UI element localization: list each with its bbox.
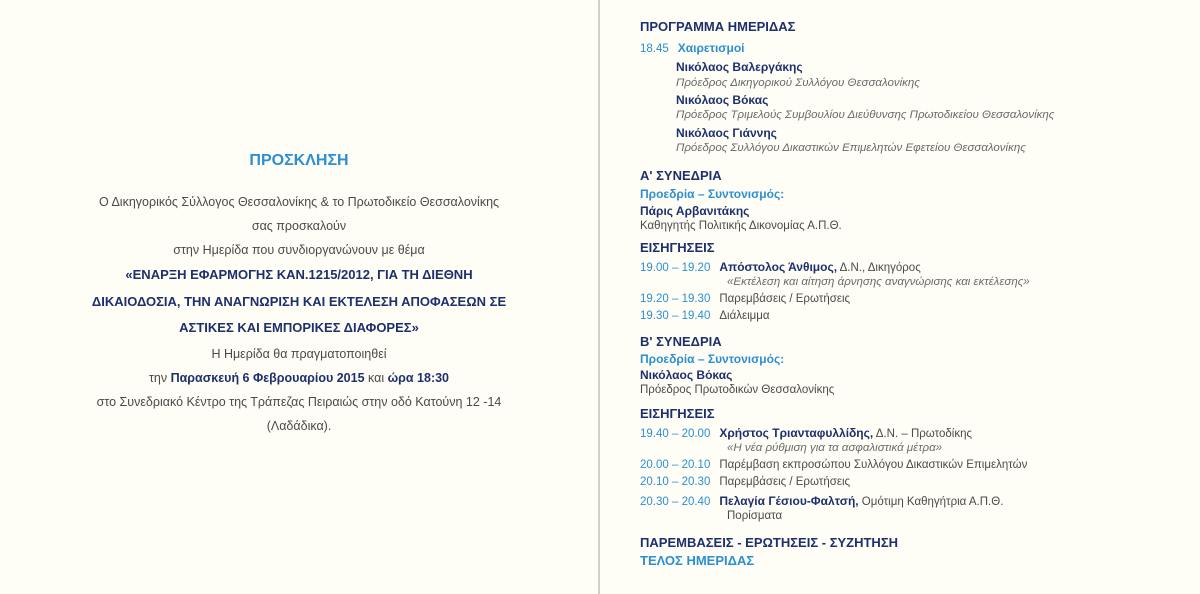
left-page [0, 0, 598, 594]
invitation-line: Ο Δικηγορικός Σύλλογος Θεσσαλονίκης & το Πρωτοδικείο Θεσσαλονίκης [98, 195, 500, 209]
event-time: ώρα 18:30 [387, 370, 450, 385]
session-b-chair-name: Νικόλαος Βόκας [640, 368, 733, 382]
date-mid: και [364, 370, 388, 385]
talk-text: Παρεμβάσεις / Ερωτήσεις [719, 476, 851, 488]
invitation-line: σας προσκαλούν [251, 219, 347, 233]
session-b-talk-2 [640, 459, 1027, 471]
session-b-talks-title: ΕΙΣΗΓΗΣΕΙΣ [640, 406, 715, 421]
invitation-venue: στο Συνεδριακό Κέντρο της Τράπεζας Πειραιώς στην οδό Κατούνη 12 -14 [96, 394, 502, 409]
talk-detail: Δ.Ν. – Πρωτοδίκης [873, 428, 973, 440]
invitation-topic: ΑΣΤΙΚΕΣ ΚΑΙ ΕΜΠΟΡΙΚΕΣ ΔΙΑΦΟΡΕΣ» [179, 320, 419, 335]
closing-discussion: ΠΑΡΕΜΒΑΣΕΙΣ - ΕΡΩΤΗΣΕΙΣ - ΣΥΖΗΤΗΣΗ [640, 535, 899, 550]
talk-topic: «Εκτέλεση και αίτηση άρνησης αναγνώρισης και εκτέλεσης» [727, 276, 1030, 288]
session-a-chair-name: Πάρις Αρβανιτάκης [640, 204, 750, 218]
invitation-body [0, 190, 598, 438]
session-b-talk-3 [640, 476, 850, 488]
talk-text: Παρεμβάσεις / Ερωτήσεις [719, 293, 851, 305]
talk-time: 19.00 – 19.20 [640, 262, 711, 274]
invitation-date-line [0, 366, 598, 390]
talk-time: 19.30 – 19.40 [640, 310, 711, 322]
greeter-name: Νικόλαος Γιάννης [676, 126, 777, 140]
program-title: ΠΡΟΓΡΑΜΜΑ ΗΜΕΡΙΔΑΣ [640, 19, 796, 34]
talk-text: Διάλειμμα [719, 310, 770, 322]
talk-time: 19.20 – 19.30 [640, 293, 711, 305]
talk-speaker: Χρήστος Τριανταφυλλίδης, [719, 426, 874, 440]
talk-speaker: Πελαγία Γέσιου-Φαλτσή, [719, 494, 859, 508]
session-b-talk-1 [640, 426, 972, 440]
date-prefix: την [148, 370, 171, 385]
greet-time: 18.45 [640, 43, 669, 55]
greeter-role: Πρόεδρος Δικηγορικού Συλλόγου Θεσσαλονίκης [676, 77, 920, 89]
greeter-name: Νικόλαος Βαλεργάκης [676, 60, 803, 74]
greeter-name: Νικόλαος Βόκας [676, 93, 769, 107]
greetings-row [640, 41, 745, 55]
session-a-chair-role: Καθηγητής Πολιτικής Δικονομίας Α.Π.Θ. [640, 220, 842, 232]
session-b-chair-role: Πρόεδρος Πρωτοδικών Θεσσαλονίκης [640, 384, 835, 396]
session-a-title: Α' ΣΥΝΕΔΡΙΑ [640, 168, 722, 183]
session-a-talks-title: ΕΙΣΗΓΗΣΕΙΣ [640, 240, 715, 255]
invitation-line: Η Ημερίδα θα πραγματοποιηθεί [211, 346, 387, 361]
talk-time: 20.10 – 20.30 [640, 476, 711, 488]
greeter-role: Πρόεδρος Τριμελούς Συμβουλίου Διεύθυνσης Πρωτοδικείου Θεσσαλονίκης [676, 109, 1055, 121]
talk-time: 19.40 – 20.00 [640, 428, 711, 440]
session-b-title: Β' ΣΥΝΕΔΡΙΑ [640, 334, 722, 349]
session-b-talk-4 [640, 494, 1003, 508]
talk-topic: «Η νέα ρύθμιση για τα ασφαλιστικά μέτρα» [727, 442, 943, 454]
talk-text: Παρέμβαση εκπροσώπου Συλλόγου Δικαστικών Επιμελητών [719, 459, 1028, 471]
invitation-venue-area: (Λαδάδικα). [266, 418, 332, 433]
session-a-chair-label: Προεδρία – Συντονισμός: [640, 187, 785, 201]
invitation-title: ΠΡΟΣΚΛΗΣΗ [249, 152, 349, 169]
session-b-chair-label: Προεδρία – Συντονισμός: [640, 352, 785, 366]
end-of-event: ΤΕΛΟΣ ΗΜΕΡΙΔΑΣ [640, 553, 755, 568]
greet-label: Χαιρετισμοί [677, 41, 745, 55]
invitation-line: στην Ημερίδα που συνδιοργανώνουν με θέμα [173, 243, 425, 257]
invitation-topic: ΔΙΚΑΙΟΔΟΣΙΑ, ΤΗΝ ΑΝΑΓΝΩΡΙΣΗ ΚΑΙ ΕΚΤΕΛΕΣΗ ΑΠΟΦΑΣΕΩΝ ΣΕ [91, 293, 507, 309]
invitation-topic: «ΕΝΑΡΞΗ ΕΦΑΡΜΟΓΗΣ ΚΑΝ.1215/2012, ΓΙΑ ΤΗ ΔΙΕΘΝΗ [125, 267, 473, 282]
talk-time: 20.30 – 20.40 [640, 496, 711, 508]
talk-detail: Δ.Ν., Δικηγόρος [837, 262, 921, 274]
event-date: Παρασκευή 6 Φεβρουαρίου 2015 [170, 370, 365, 385]
session-a-talk-1 [640, 260, 921, 274]
greeter-role: Πρόεδρος Συλλόγου Δικαστικών Επιμελητών Εφετείου Θεσσαλονίκης [676, 142, 1026, 154]
talk-speaker: Απόστολος Άνθιμος, [719, 260, 838, 274]
talk-time: 20.00 – 20.10 [640, 459, 711, 471]
session-a-break [640, 310, 770, 322]
talk-conclusions: Πορίσματα [727, 510, 783, 522]
session-a-talk-2 [640, 293, 850, 305]
talk-detail: Ομότιμη Καθηγήτρια Α.Π.Θ. [858, 496, 1004, 508]
